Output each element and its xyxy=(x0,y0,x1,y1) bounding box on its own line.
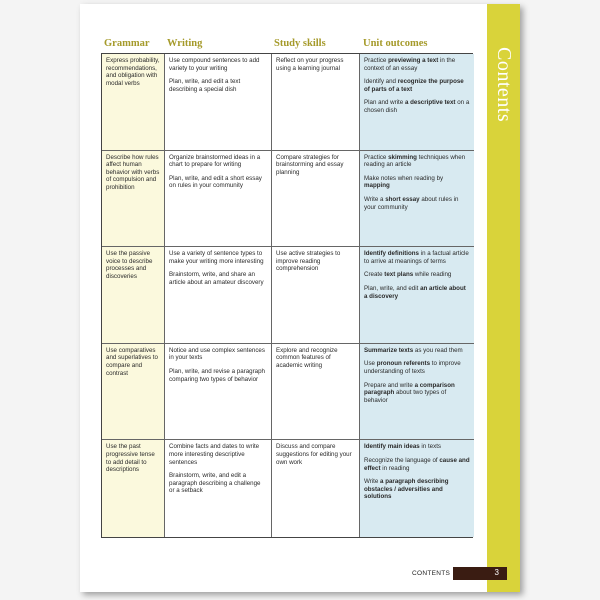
outcome-text xyxy=(364,250,470,265)
cell-text: Reflect on your progress using a learning journal xyxy=(276,57,344,72)
outcome-text xyxy=(364,99,470,114)
unit-outcomes-cell xyxy=(360,54,474,151)
grammar-cell xyxy=(102,440,165,537)
writing-cell xyxy=(165,54,272,151)
cell-text: Plan, write, and edit a short essay on rules in your community xyxy=(169,174,262,190)
outcome-text xyxy=(364,443,470,451)
unit-outcomes-cell xyxy=(360,151,474,248)
outcome-text xyxy=(364,478,470,501)
outcome-text xyxy=(364,457,470,472)
outcome-segment: Create xyxy=(364,271,385,279)
contents-table xyxy=(101,53,473,538)
side-tab-text: Contents xyxy=(493,47,515,123)
outcome-keyword: a descriptive text xyxy=(404,99,456,107)
page-number-box xyxy=(453,567,507,580)
cell-text: Brainstorm, write, and share an article about an amateur discovery xyxy=(169,271,264,286)
page-number: 3 xyxy=(494,568,499,577)
outcome-text xyxy=(364,360,470,375)
header-unit-outcomes: Unit outcomes xyxy=(363,38,428,49)
outcome-segment: in reading xyxy=(380,464,410,472)
outcome-segment: about two types of behavior xyxy=(364,389,447,404)
cell-text: Use comparatives and superlatives to compare and contrast xyxy=(106,346,158,377)
cell-text: Use compound sentences to add variety to your writing xyxy=(169,57,260,72)
cell-text: Describe how rules affect human behavior with verbs of compulsion and prohibition xyxy=(106,153,160,191)
unit-outcomes-cell xyxy=(360,440,474,537)
cell-text: Use a variety of sentence types to make your writing more interesting xyxy=(169,250,264,265)
outcome-segment: to improve understanding of texts xyxy=(364,360,461,375)
outcome-keyword: a paragraph describing obstacles / adversities and solutions xyxy=(364,478,449,501)
cell-text: Discuss and compare suggestions for editing your own work xyxy=(276,443,352,466)
cell-text: Use the passive voice to describe processes and discoveries xyxy=(106,250,153,280)
study-skills-cell xyxy=(272,247,360,344)
outcome-keyword: Summarize texts xyxy=(364,346,414,354)
outcome-segment: Write xyxy=(364,478,381,486)
outcome-segment: Recognize the language of xyxy=(364,456,440,464)
outcome-segment: as you read them xyxy=(413,346,463,354)
outcome-keyword: cause and effect xyxy=(364,456,470,472)
cell-text: Explore and recognize common features of academic writing xyxy=(276,346,338,369)
writing-cell xyxy=(165,247,272,344)
header-study-skills: Study skills xyxy=(274,38,326,49)
outcome-segment: on a chosen dish xyxy=(364,99,470,114)
grammar-cell xyxy=(102,151,165,248)
study-skills-cell xyxy=(272,344,360,441)
column-headers xyxy=(0,38,600,54)
outcome-text xyxy=(364,78,470,93)
writing-cell xyxy=(165,151,272,248)
outcome-keyword: skimming xyxy=(388,153,417,161)
outcome-segment: in the context of an essay xyxy=(364,57,456,72)
outcome-segment: Make notes when reading by xyxy=(364,174,444,182)
cell-text: Compare strategies for brainstorming and essay planning xyxy=(276,153,344,176)
cell-text: Use the past progressive tense to add detail to descriptions xyxy=(106,443,155,474)
outcome-keyword: Identify definitions xyxy=(364,250,419,258)
outcome-text xyxy=(364,154,470,169)
unit-outcomes-cell xyxy=(360,247,474,344)
outcome-keyword: previewing a text xyxy=(388,57,439,64)
grammar-cell xyxy=(102,54,165,151)
outcome-keyword: recognize the purpose of parts of a text xyxy=(364,78,464,93)
outcome-segment: Identify and xyxy=(364,78,398,86)
writing-cell xyxy=(165,344,272,441)
outcome-text xyxy=(364,175,470,190)
cell-text: Combine facts and dates to write more interesting descriptive sentences xyxy=(169,443,260,466)
outcome-keyword: Identify main ideas xyxy=(364,443,420,451)
outcome-segment: Prepare and write xyxy=(364,381,415,389)
outcome-segment: Plan, write, and edit xyxy=(364,284,421,292)
footer-label: CONTENTS xyxy=(412,570,451,577)
header-grammar: Grammar xyxy=(104,38,150,49)
outcome-segment: techniques when reading an article xyxy=(364,153,466,169)
cell-text: Express probability, recommendations, and obligation with modal verbs xyxy=(106,57,160,87)
outcome-segment: in texts xyxy=(419,443,442,451)
study-skills-cell xyxy=(272,151,360,248)
cell-text: Plan, write, and revise a paragraph comparing two types of behavior xyxy=(169,367,265,383)
outcome-text xyxy=(364,382,470,405)
outcome-keyword: a comparison paragraph xyxy=(364,381,455,397)
outcome-keyword: text plans xyxy=(384,271,414,279)
writing-cell xyxy=(165,440,272,537)
outcome-keyword: short essay xyxy=(385,195,420,203)
outcome-segment: about rules in your community xyxy=(364,195,459,211)
header-writing: Writing xyxy=(167,38,203,49)
outcome-text xyxy=(364,57,470,72)
study-skills-cell xyxy=(272,54,360,151)
outcome-keyword: mapping xyxy=(364,182,390,190)
outcome-text xyxy=(364,285,470,300)
outcome-segment: in a factual article to arrive at meanings of terms xyxy=(364,250,469,265)
cell-text: Brainstorm, write, and edit a paragraph describing a challenge or a setback xyxy=(169,472,261,495)
outcome-segment: Practice xyxy=(364,57,389,64)
grammar-cell xyxy=(102,344,165,441)
outcome-segment: Practice xyxy=(364,153,389,161)
cell-text: Notice and use complex sentences in your texts xyxy=(169,346,265,362)
outcome-text xyxy=(364,347,470,355)
outcome-text xyxy=(364,196,470,211)
grammar-cell xyxy=(102,247,165,344)
cell-text: Organize brainstormed ideas in a chart to prepare for writing xyxy=(169,153,261,169)
cell-text: Plan, write, and edit a text describing a special dish xyxy=(169,78,241,93)
study-skills-cell xyxy=(272,440,360,537)
outcome-text xyxy=(364,271,470,279)
outcome-keyword: pronoun referents xyxy=(376,360,431,368)
outcome-segment: Write a xyxy=(364,195,386,203)
unit-outcomes-cell xyxy=(360,344,474,441)
outcome-segment: Use xyxy=(364,360,377,368)
outcome-segment: Plan and write xyxy=(364,99,405,107)
outcome-segment: while reading xyxy=(413,271,452,279)
outcome-keyword: an article about a discovery xyxy=(364,284,466,300)
cell-text: Use active strategies to improve reading comprehension xyxy=(276,250,341,273)
